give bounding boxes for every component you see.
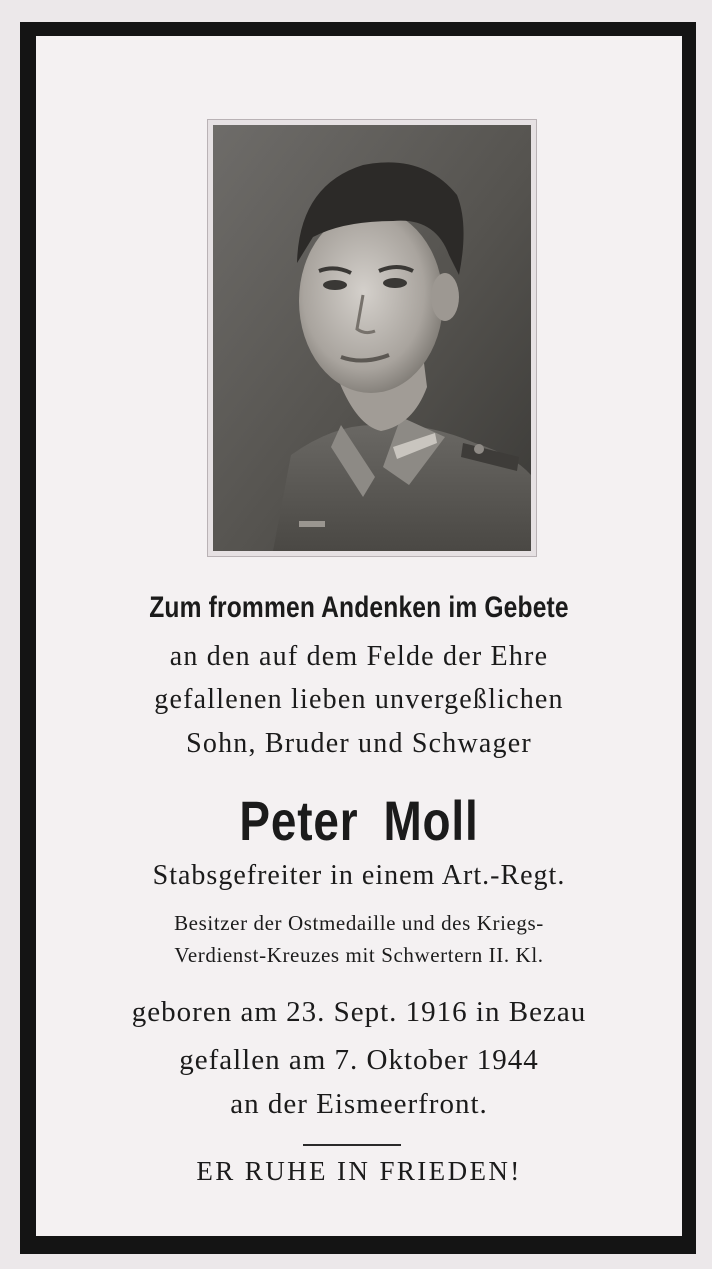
soldier-portrait-photo xyxy=(208,120,536,556)
dedication-line-2: gefallenen lieben unvergeßlichen xyxy=(154,684,564,715)
death-date-line: gefallen am 7. Oktober 1944 xyxy=(179,1044,539,1076)
award-line-2: Verdienst-Kreuzes mit Schwertern II. Kl. xyxy=(174,943,544,967)
memorial-heading: Zum frommen Andenken im Gebete xyxy=(149,591,569,624)
portrait-illustration xyxy=(213,125,531,551)
award-line-1: Besitzer der Ostmedaille und des Kriegs- xyxy=(174,911,544,935)
rest-in-peace-line: ER RUHE IN FRIEDEN! xyxy=(196,1156,522,1186)
divider-rule xyxy=(303,1144,401,1146)
memorial-card xyxy=(20,22,696,1254)
birth-date-line: geboren am 23. Sept. 1916 in Bezau xyxy=(131,996,587,1028)
deceased-name: Peter Moll xyxy=(239,789,479,852)
military-rank: Stabsgefreiter in einem Art.-Regt. xyxy=(152,860,566,891)
dedication-line-3: Sohn, Bruder und Schwager xyxy=(186,728,532,759)
dedication-line-1: an den auf dem Felde der Ehre xyxy=(169,641,549,672)
death-place-line: an der Eismeerfront. xyxy=(230,1088,488,1120)
